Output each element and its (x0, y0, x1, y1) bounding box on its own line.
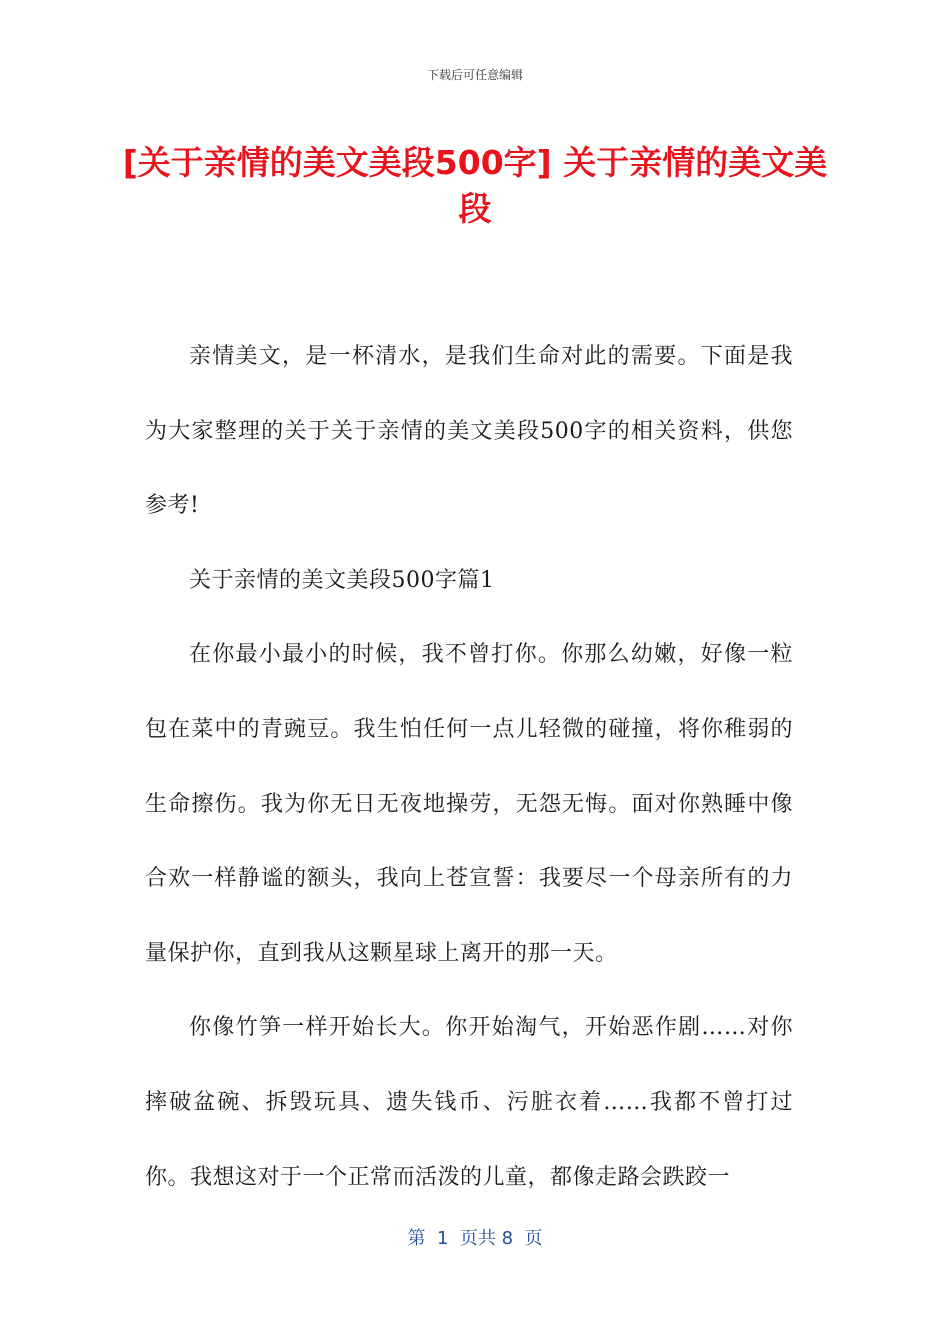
paragraph-intro: 亲情美文，是一杯清水，是我们生命对此的需要。下面是我为大家整理的关于关于亲情的美文美段500字的相关资料，供您参考! (145, 344, 793, 519)
paragraph: 你像竹笋一样开始长大。你开始淘气，开始恶作剧……对你摔破盆碗、拆毁玩具、遗失钱币、污脏衣着……我都不曾打过你。我想这对于一个正常而活泼的儿童，都像走路会跌跤一 (145, 1015, 793, 1190)
page-header-note: 下载后可任意编辑 (426, 68, 523, 82)
section-heading: 关于亲情的美文美段500字篇1 (189, 567, 495, 593)
paragraph: 在你最小最小的时候，我不曾打你。你那么幼嫩，好像一粒包在菜中的青豌豆。我生怕任何一点儿轻微的碰撞，将你稚弱的生命擦伤。我为你无日无夜地操劳，无怨无悔。面对你熟睡中像合欢一样静谧的额头，我向上苍宣誓：我要尽一个母亲所有的力量保护你，直到我从这颗星球上离开的那一天。 (145, 642, 793, 966)
document-body (145, 320, 793, 1215)
page-number-footer: 第 1 页共 8 页 (407, 1228, 543, 1249)
document-title: [关于亲情的美文美段500字] 关于亲情的美文美段 (122, 143, 828, 228)
